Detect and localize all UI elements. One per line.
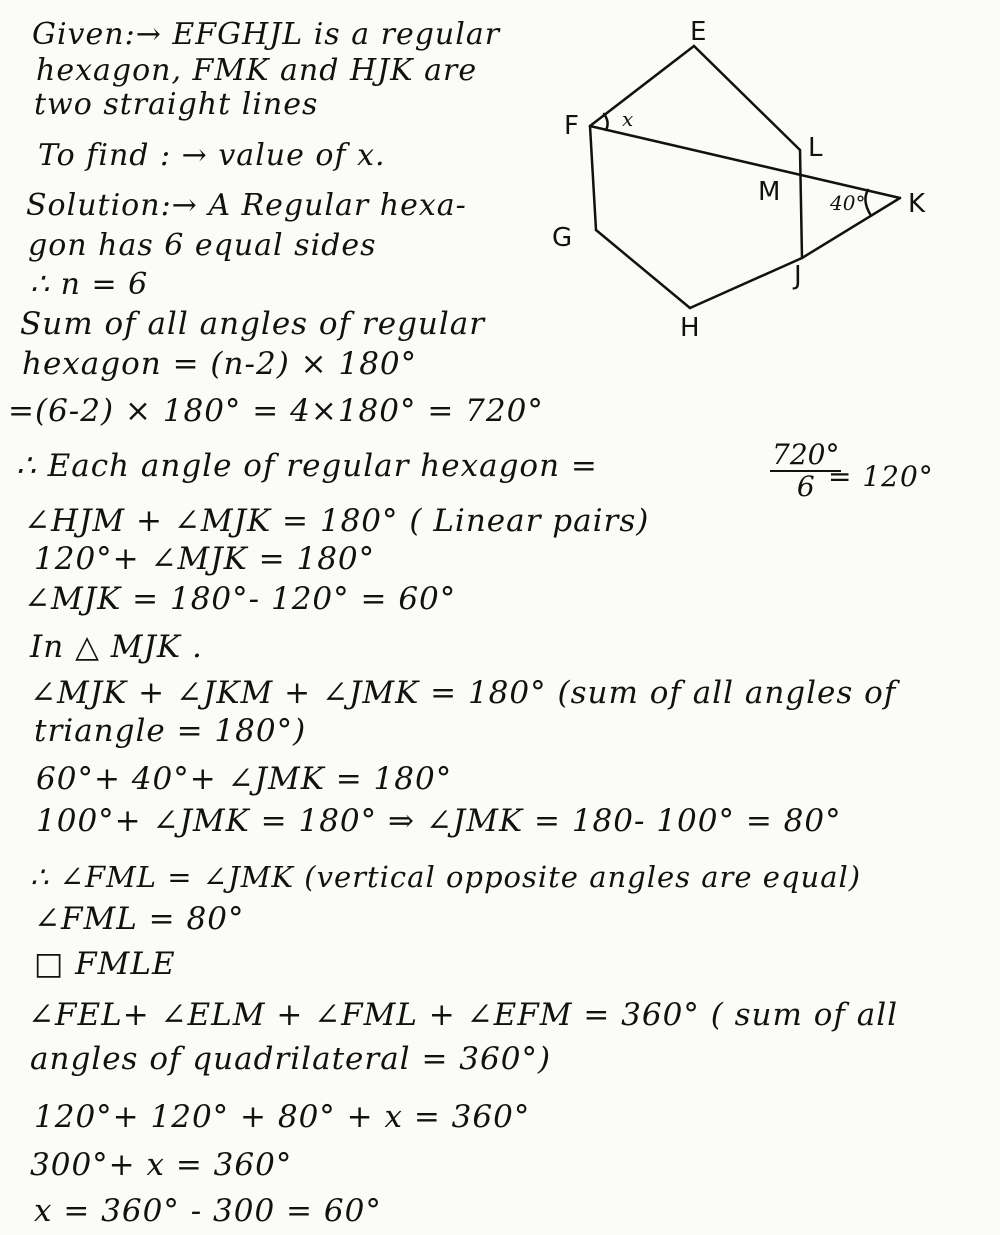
hexagon-diagram-svg	[540, 10, 1000, 350]
step-fml: ∠FML = 80°	[34, 901, 245, 937]
angle-label-40: 40°	[830, 191, 866, 215]
line-fmk	[590, 126, 900, 198]
step-sum-angles-1: Sum of all angles of regular	[20, 306, 486, 342]
step-each-angle-result: = 120°	[828, 460, 934, 493]
step-triangle-sum-1: ∠MJK + ∠JKM + ∠JMK = 180° (sum of all angles of	[30, 675, 897, 711]
step-each-angle: ∴ Each angle of regular hexagon =	[16, 448, 598, 484]
given-line-2: hexagon, FMK and HJK are	[36, 53, 478, 88]
vertex-label-k: K	[908, 189, 926, 219]
vertex-label-e: E	[690, 17, 707, 47]
edge-el	[694, 46, 800, 150]
angle-label-x: x	[622, 107, 634, 131]
solution-line-1: Solution:→ A Regular hexa-	[26, 188, 467, 223]
solution-line-2: gon has 6 equal sides	[28, 228, 377, 263]
step-mjk-2: ∠MJK = 180°- 120° = 60°	[24, 581, 457, 617]
given-line-3: two straight lines	[34, 87, 319, 122]
step-sum-angles-3: =(6-2) × 180° = 4×180° = 720°	[8, 393, 544, 429]
vertex-label-l: L	[808, 133, 823, 163]
angle-arc-k	[865, 190, 870, 214]
hexagon-diagram	[540, 10, 1000, 350]
step-vertical-angles: ∴ ∠FML = ∠JMK (vertical opposite angles are equal)	[30, 860, 862, 894]
step-final-answer: x = 360° - 300 = 60°	[34, 1193, 382, 1229]
solution-line-3: ∴ n = 6	[30, 267, 149, 302]
vertex-label-f: F	[564, 111, 579, 141]
edge-lj	[800, 150, 802, 258]
edge-hg	[596, 230, 690, 308]
edge-gf	[590, 126, 596, 230]
step-sum-angles-2: hexagon = (n-2) × 180°	[22, 346, 418, 382]
step-quad-sum-2: angles of quadrilateral = 360°)	[30, 1041, 552, 1077]
step-equation-2: 300°+ x = 360°	[30, 1147, 293, 1183]
step-mjk-1: 120°+ ∠MJK = 180°	[34, 541, 376, 577]
step-quadrilateral-label: □ FMLE	[34, 946, 176, 982]
vertex-label-j: J	[794, 261, 802, 291]
angle-arc-f	[604, 114, 608, 130]
edge-fe	[590, 46, 694, 126]
step-triangle-sum-2: triangle = 180°)	[34, 713, 307, 749]
vertex-label-m: M	[758, 177, 781, 207]
step-jmk-2: 100°+ ∠JMK = 180° ⇒ ∠JMK = 180- 100° = 80°	[36, 803, 842, 839]
edge-jh	[690, 258, 802, 308]
step-linear-pair: ∠HJM + ∠MJK = 180° ( Linear pairs)	[24, 503, 650, 539]
fraction-denominator: 6	[796, 470, 815, 503]
step-quad-sum-1: ∠FEL+ ∠ELM + ∠FML + ∠EFM = 360° ( sum of all	[28, 997, 899, 1033]
to-find: To find : → value of x.	[38, 138, 386, 173]
given-line-1: Given:→ EFGHJL is a regular	[32, 17, 501, 52]
step-in-triangle: In △ MJK .	[30, 629, 203, 665]
step-jmk-1: 60°+ 40°+ ∠JMK = 180°	[36, 761, 453, 797]
vertex-label-h: H	[680, 313, 700, 343]
fraction-numerator: 720°	[772, 438, 840, 471]
vertex-label-g: G	[552, 223, 573, 253]
step-equation-1: 120°+ 120° + 80° + x = 360°	[34, 1099, 531, 1135]
